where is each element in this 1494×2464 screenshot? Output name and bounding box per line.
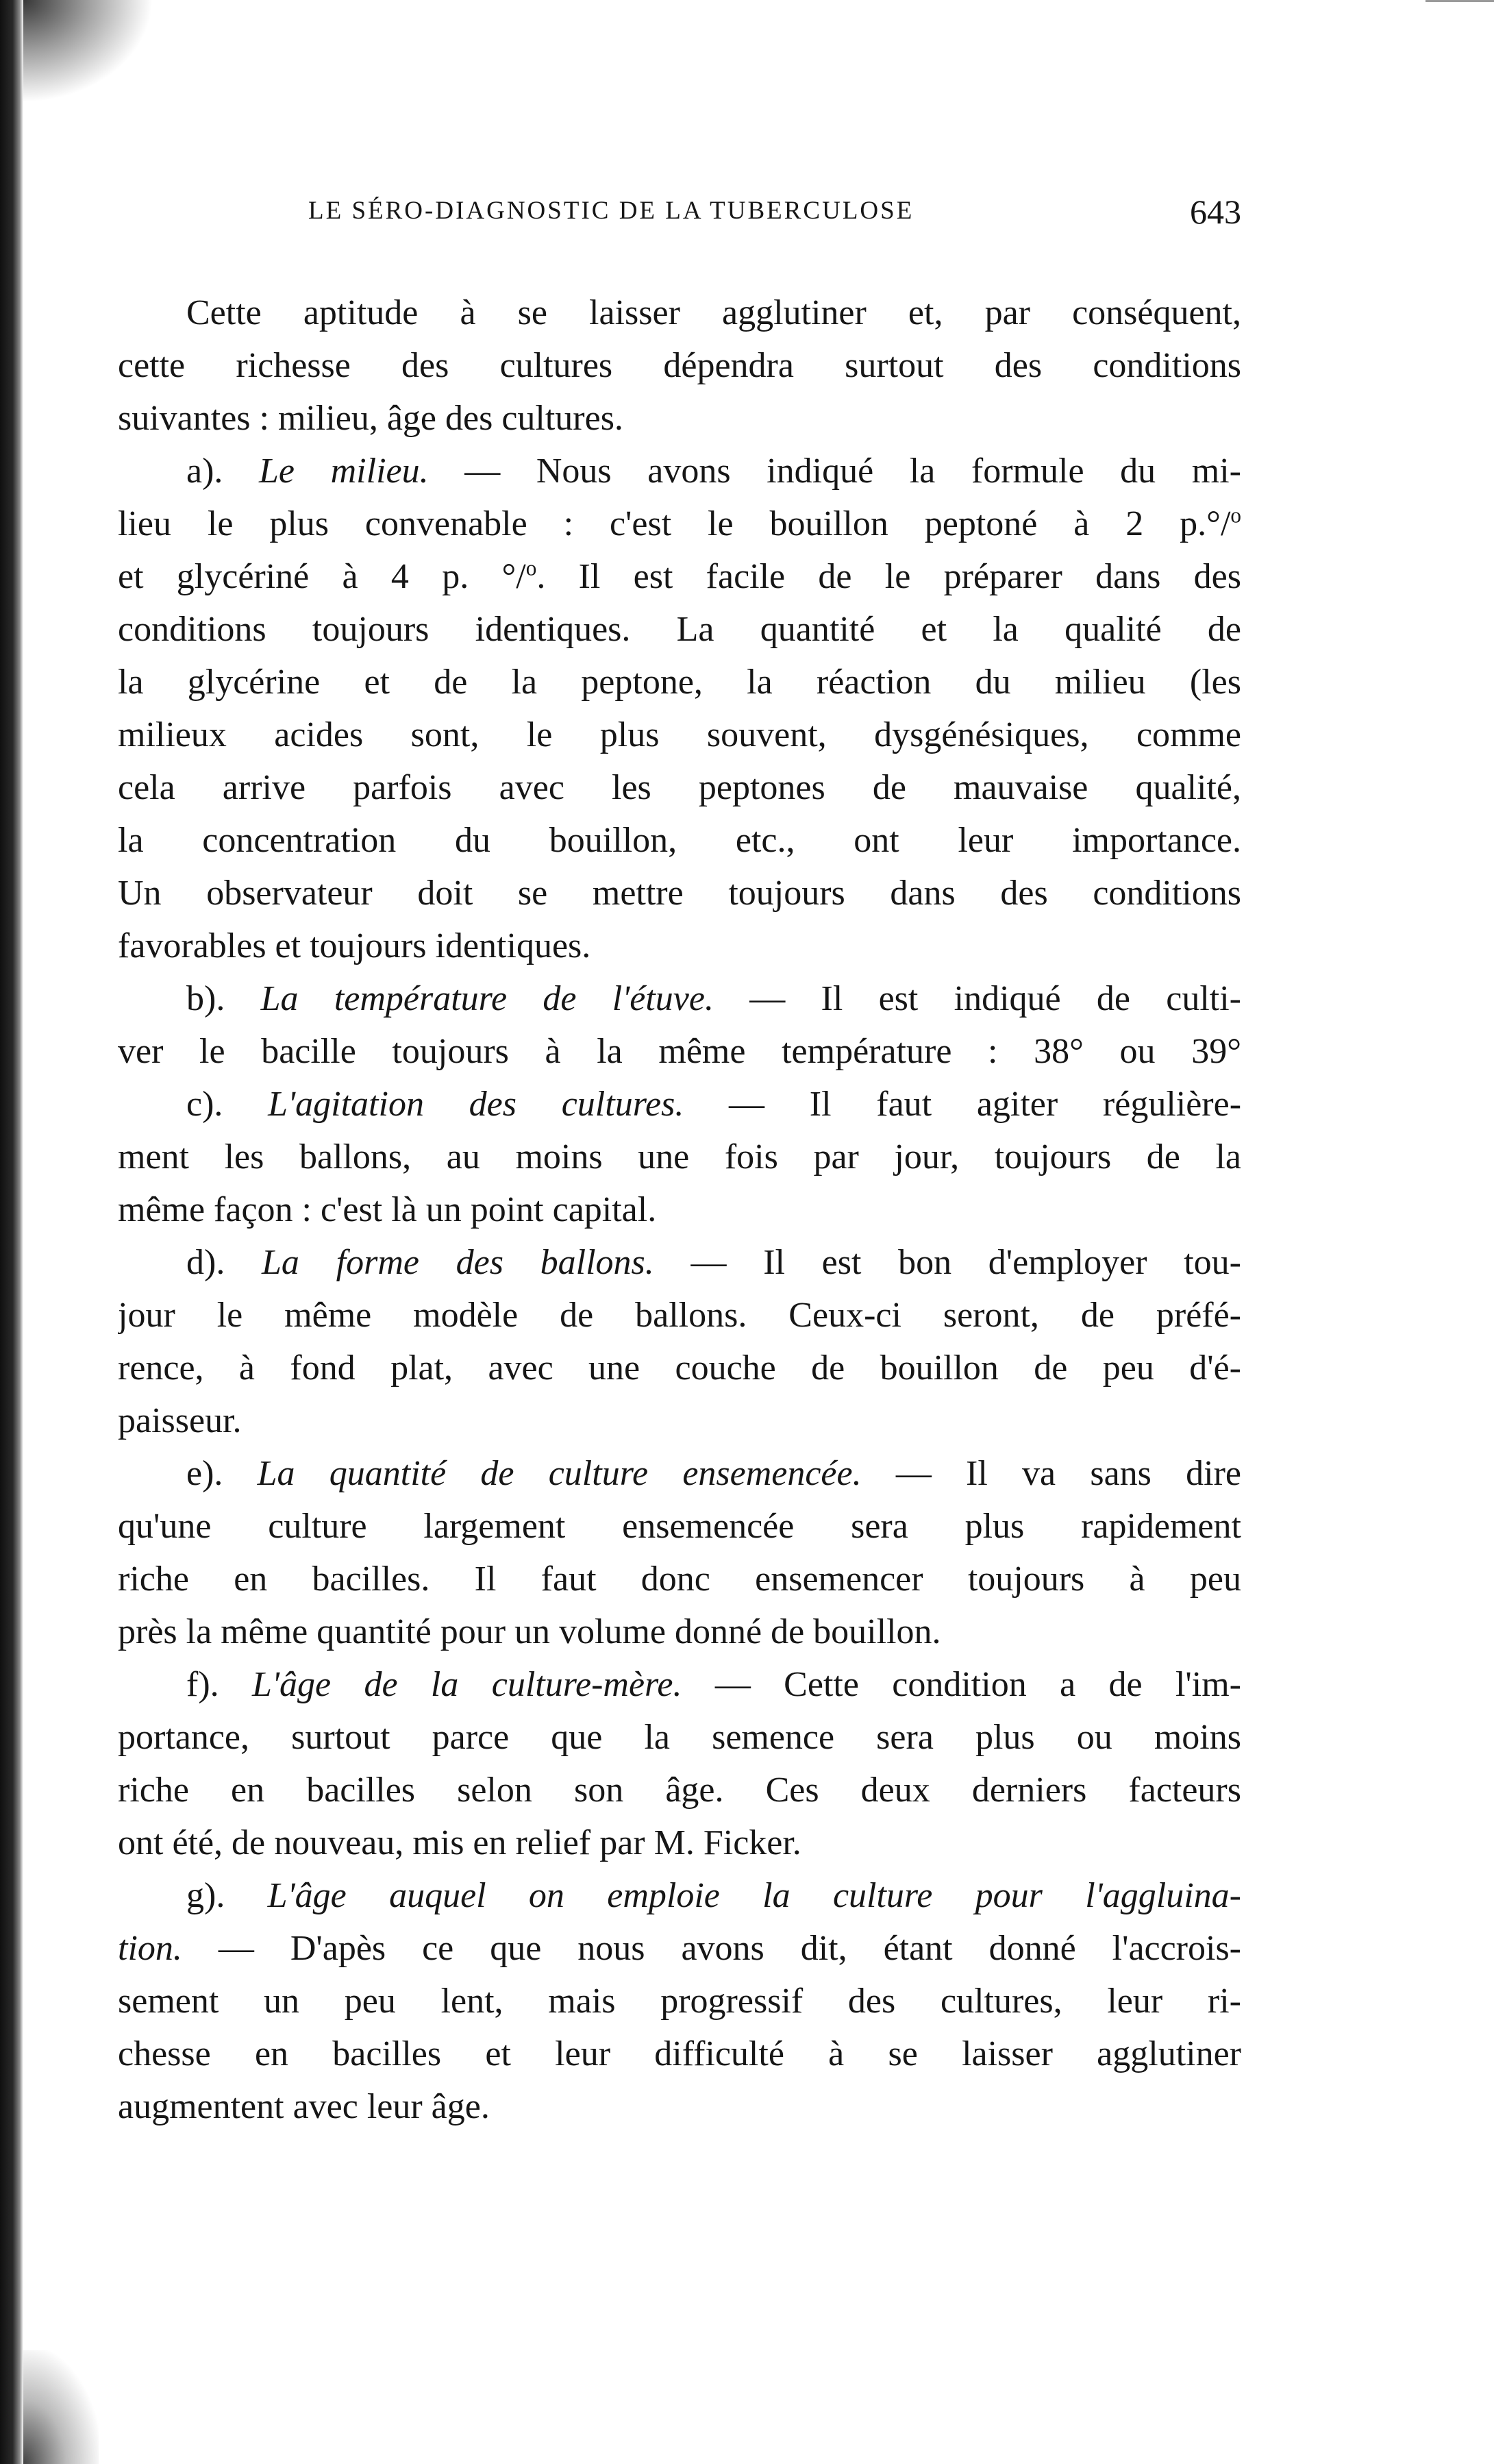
text-run: cela arrive parfois avec les peptones de mauvaise qualité,	[118, 768, 1241, 807]
text-run: chesse en bacilles et leur difficulté à se laisser agglutiner	[118, 2034, 1241, 2073]
text-run: portance, surtout parce que la semence sera plus ou moins	[118, 1718, 1241, 1757]
text-run: paisseur.	[118, 1401, 242, 1440]
text-run: même façon : c'est là un point capital.	[118, 1190, 657, 1229]
text-line	[118, 497, 1241, 550]
text-run: . Il est facile de le préparer dans des	[536, 557, 1241, 596]
text-line	[118, 1605, 1241, 1658]
text-run: c).	[186, 1085, 269, 1124]
italic-heading: La forme des ballons.	[262, 1243, 654, 1282]
text-line	[118, 1975, 1241, 2028]
text-run: augmentent avec leur âge.	[118, 2087, 490, 2126]
text-line	[118, 972, 1241, 1025]
text-run: riche en bacilles selon son âge. Ces deux derniers facteurs	[118, 1771, 1241, 1810]
text-run: b).	[186, 979, 261, 1018]
text-run: — Il va sans dire	[861, 1454, 1241, 1493]
text-line	[118, 1078, 1241, 1131]
text-run: qu'une culture largement ensemencée sera plus rapidement	[118, 1507, 1241, 1546]
text-run: f).	[186, 1665, 252, 1704]
text-line	[118, 2080, 1241, 2133]
italic-heading: La température de l'étuve.	[260, 979, 714, 1018]
scan-shadow-bottom	[23, 2350, 99, 2464]
text-run: ver le bacille toujours à la même température : 38° ou 39°	[118, 1032, 1241, 1071]
text-run: d).	[186, 1243, 262, 1282]
text-line	[118, 1500, 1241, 1553]
italic-heading: L'âge de la culture-mère.	[252, 1665, 682, 1704]
text-line	[118, 867, 1241, 920]
italic-heading: Le milieu.	[259, 452, 429, 491]
text-line	[118, 709, 1241, 761]
text-line	[118, 1711, 1241, 1764]
text-run: cette richesse des cultures dépendra surtout des conditions	[118, 346, 1241, 385]
text-line	[118, 761, 1241, 814]
text-run: et glycériné à 4 p. °/	[118, 557, 526, 596]
text-line	[118, 1183, 1241, 1236]
text-line	[118, 445, 1241, 497]
running-head	[118, 193, 1241, 237]
text-line	[118, 1816, 1241, 1869]
text-line	[118, 1553, 1241, 1605]
text-line	[118, 1025, 1241, 1078]
scan-corner-mark	[1425, 0, 1494, 6]
text-run: rence, à fond plat, avec une couche de bouillon de peu d'é-	[118, 1348, 1241, 1388]
text-run: conditions toujours identiques. La quantité et la qualité de	[118, 610, 1241, 649]
text-line	[118, 656, 1241, 709]
text-run: — D'apès ce que nous avons dit, étant donné l'accrois-	[182, 1929, 1241, 1968]
italic-heading: La quantité de culture ensemencée.	[257, 1454, 862, 1493]
text-line	[118, 1447, 1241, 1500]
text-line	[118, 1342, 1241, 1394]
text-run: suivantes : milieu, âge des cultures.	[118, 399, 623, 438]
text-run: lieu le plus convenable : c'est le bouillon peptoné à 2 p.°/	[118, 504, 1231, 543]
text-line	[118, 1869, 1241, 1922]
text-line	[118, 920, 1241, 972]
text-line	[118, 1394, 1241, 1447]
text-line	[118, 1922, 1241, 1975]
text-run: riche en bacilles. Il faut donc ensemencer toujours à peu	[118, 1560, 1241, 1599]
text-body	[118, 286, 1241, 2133]
text-run: a).	[186, 452, 260, 491]
text-line	[118, 814, 1241, 867]
text-line	[118, 550, 1241, 603]
text-line	[118, 603, 1241, 656]
text-run: ment les ballons, au moins une fois par jour, toujours de la	[118, 1137, 1241, 1176]
text-line	[118, 1764, 1241, 1816]
text-line	[118, 1658, 1241, 1711]
per-mille-mark: o	[525, 556, 537, 580]
text-run: la glycérine et de la peptone, la réaction du milieu (les	[118, 663, 1241, 702]
text-run: — Il est indiqué de culti-	[713, 979, 1241, 1018]
italic-heading: tion.	[118, 1929, 182, 1968]
text-run: — Nous avons indiqué la formule du mi-	[428, 452, 1241, 491]
text-run: Un observateur doit se mettre toujours dans des conditions	[118, 874, 1241, 913]
text-line	[118, 286, 1241, 339]
text-run: milieux acides sont, le plus souvent, dysgénésiques, comme	[118, 715, 1241, 754]
italic-heading: L'âge auquel on emploie la culture pour l'aggluina-	[267, 1876, 1241, 1915]
text-run: la concentration du bouillon, etc., ont leur importance.	[118, 821, 1241, 860]
scan-shadow-top	[23, 0, 153, 103]
text-line	[118, 1289, 1241, 1342]
per-mille-mark: o	[1230, 503, 1241, 528]
text-run: e).	[186, 1454, 258, 1493]
text-run: g).	[186, 1876, 268, 1915]
text-run: Cette aptitude à se laisser agglutiner et, par conséquent,	[186, 293, 1241, 332]
text-line	[118, 392, 1241, 445]
text-run: près la même quantité pour un volume donné de bouillon.	[118, 1612, 941, 1651]
binding-edge	[0, 0, 23, 2464]
text-run: — Il faut agiter régulière-	[684, 1085, 1241, 1124]
text-line	[118, 1131, 1241, 1183]
page-number: 643	[1190, 193, 1241, 231]
italic-heading: L'agitation des cultures.	[268, 1085, 684, 1124]
text-run: favorables et toujours identiques.	[118, 926, 591, 965]
text-run: — Cette condition a de l'im-	[682, 1665, 1241, 1704]
text-line	[118, 339, 1241, 392]
text-run: ont été, de nouveau, mis en relief par M. Ficker.	[118, 1823, 801, 1862]
text-line	[118, 2028, 1241, 2080]
text-line	[118, 1236, 1241, 1289]
running-title: LE SÉRO-DIAGNOSTIC DE LA TUBERCULOSE	[308, 197, 914, 225]
text-run: jour le même modèle de ballons. Ceux-ci seront, de préfé-	[118, 1296, 1241, 1335]
text-run: — Il est bon d'employer tou-	[653, 1243, 1241, 1282]
text-run: sement un peu lent, mais progressif des cultures, leur ri-	[118, 1982, 1241, 2021]
